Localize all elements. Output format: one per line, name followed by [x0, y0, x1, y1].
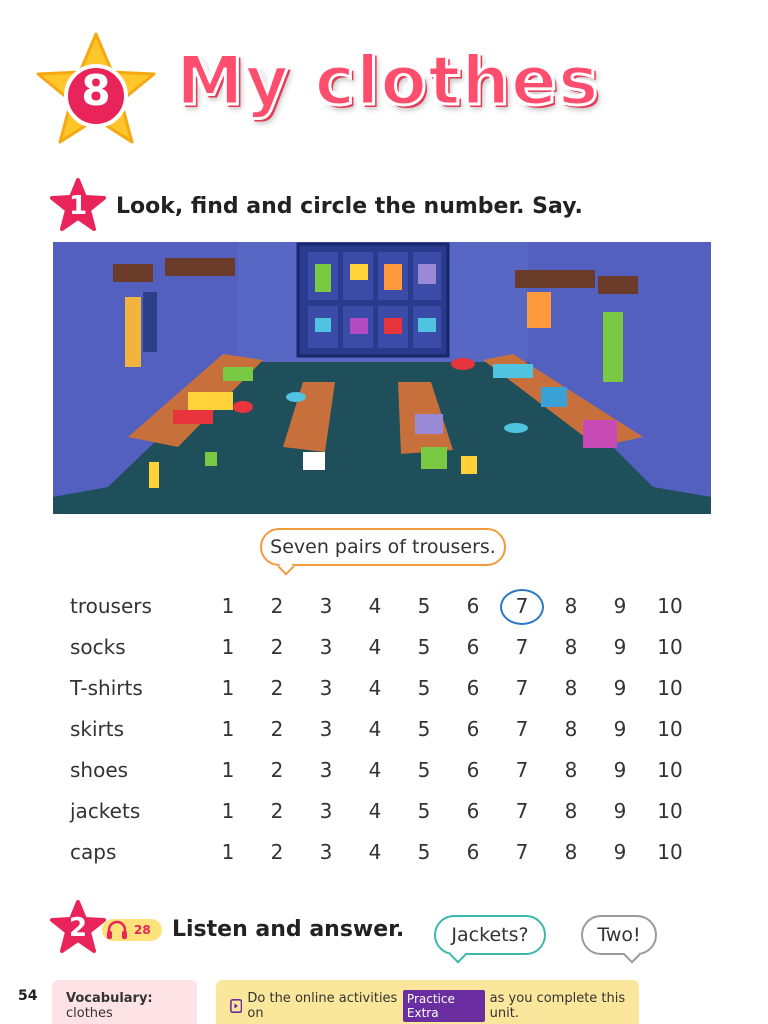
number-option[interactable]: 2 [270, 758, 284, 782]
answer-bubble-text: Two! [597, 924, 641, 946]
number-option[interactable]: 8 [564, 717, 578, 741]
answer-bubble [581, 915, 657, 955]
number-option[interactable]: 3 [319, 758, 333, 782]
number-option[interactable]: 10 [657, 594, 683, 618]
activity-2-instruction: Listen and answer. [172, 917, 405, 942]
table-row [70, 588, 710, 629]
number-option[interactable]: 5 [417, 799, 431, 823]
number-option[interactable]: 5 [417, 594, 431, 618]
number-option[interactable]: 4 [368, 840, 382, 864]
activity-1-instruction: Look, find and circle the number. Say. [116, 194, 583, 219]
number-option[interactable]: 9 [613, 840, 627, 864]
number-option[interactable]: 7 [515, 840, 529, 864]
headphones-icon [106, 920, 128, 940]
number-option[interactable]: 10 [657, 717, 683, 741]
number-option[interactable]: 9 [613, 717, 627, 741]
number-option[interactable]: 1 [221, 840, 235, 864]
vocabulary-label: Vocabulary: [66, 991, 153, 1006]
example-speech-bubble [260, 528, 506, 566]
number-option[interactable]: 4 [368, 594, 382, 618]
clothing-word: shoes [70, 758, 129, 782]
number-option[interactable]: 2 [270, 594, 284, 618]
example-bubble-text: Seven pairs of trousers. [270, 536, 496, 558]
number-option[interactable]: 4 [368, 799, 382, 823]
number-option[interactable]: 9 [613, 676, 627, 700]
vocabulary-value: clothes [66, 1006, 113, 1021]
number-option[interactable]: 8 [564, 799, 578, 823]
activity-1-badge [50, 178, 106, 234]
page-number: 54 [18, 988, 38, 1004]
number-option[interactable]: 10 [657, 799, 683, 823]
number-option[interactable]: 4 [368, 758, 382, 782]
clothing-word: trousers [70, 594, 152, 618]
number-option[interactable]: 8 [564, 676, 578, 700]
number-option[interactable]: 2 [270, 717, 284, 741]
table-row [70, 670, 710, 711]
number-option[interactable]: 6 [466, 676, 480, 700]
number-option[interactable]: 4 [368, 717, 382, 741]
number-option[interactable]: 6 [466, 840, 480, 864]
clothing-word: socks [70, 635, 126, 659]
number-option[interactable]: 2 [270, 635, 284, 659]
clothing-word: caps [70, 840, 117, 864]
number-option[interactable]: 1 [221, 758, 235, 782]
number-option[interactable]: 9 [613, 635, 627, 659]
activity-2-number: 2 [68, 913, 88, 943]
activity-2-badge [50, 900, 106, 956]
table-row [70, 752, 710, 793]
online-suffix: as you complete this unit. [489, 991, 626, 1021]
number-option[interactable]: 3 [319, 676, 333, 700]
clothing-word: jackets [70, 799, 141, 823]
counting-table [70, 588, 710, 875]
changing-room-illustration [53, 242, 711, 514]
number-option[interactable]: 1 [221, 717, 235, 741]
number-option[interactable]: 9 [613, 758, 627, 782]
vocabulary-box [52, 980, 197, 1024]
question-bubble-text: Jackets? [451, 924, 529, 946]
number-option[interactable]: 5 [417, 676, 431, 700]
number-option[interactable]: 3 [319, 635, 333, 659]
number-option[interactable]: 9 [613, 799, 627, 823]
answer-circle [500, 589, 544, 625]
audio-track-number: 28 [134, 923, 151, 937]
number-option[interactable]: 6 [466, 758, 480, 782]
question-bubble [434, 915, 546, 955]
number-option[interactable]: 7 [515, 799, 529, 823]
number-option[interactable]: 4 [368, 635, 382, 659]
number-option[interactable]: 1 [221, 799, 235, 823]
number-option[interactable]: 8 [564, 840, 578, 864]
number-option[interactable]: 5 [417, 635, 431, 659]
online-prefix: Do the online activities on [247, 991, 398, 1021]
number-option[interactable]: 6 [466, 635, 480, 659]
page-title: My clothes [176, 42, 600, 121]
number-option[interactable]: 10 [657, 635, 683, 659]
table-row [70, 834, 710, 875]
number-option[interactable]: 8 [564, 635, 578, 659]
number-option[interactable]: 1 [221, 635, 235, 659]
number-option[interactable]: 10 [657, 758, 683, 782]
clothing-word: skirts [70, 717, 125, 741]
number-option[interactable]: 6 [466, 799, 480, 823]
number-option[interactable]: 7 [515, 594, 529, 618]
activity-1-number: 1 [68, 191, 88, 221]
number-option[interactable]: 2 [270, 840, 284, 864]
number-option[interactable]: 1 [221, 594, 235, 618]
clothing-word: T-shirts [70, 676, 143, 700]
number-option[interactable]: 4 [368, 676, 382, 700]
online-activities-box [216, 980, 639, 1024]
number-option[interactable]: 6 [466, 594, 480, 618]
unit-number: 8 [81, 66, 111, 115]
number-option[interactable]: 5 [417, 758, 431, 782]
device-icon [230, 998, 242, 1014]
number-option[interactable]: 6 [466, 717, 480, 741]
audio-track-badge[interactable] [102, 919, 162, 941]
practice-extra-link[interactable]: Practice Extra [403, 990, 485, 1022]
number-option[interactable]: 3 [319, 717, 333, 741]
number-option[interactable]: 2 [270, 799, 284, 823]
number-option[interactable]: 7 [515, 717, 529, 741]
number-option[interactable]: 5 [417, 840, 431, 864]
table-row [70, 629, 710, 670]
number-option[interactable]: 5 [417, 717, 431, 741]
table-row [70, 793, 710, 834]
table-row [70, 711, 710, 752]
number-option[interactable]: 1 [221, 676, 235, 700]
number-option[interactable]: 10 [657, 840, 683, 864]
number-option[interactable]: 9 [613, 594, 627, 618]
number-option[interactable]: 7 [515, 758, 529, 782]
number-option[interactable]: 2 [270, 676, 284, 700]
number-option[interactable]: 10 [657, 676, 683, 700]
number-option[interactable]: 7 [515, 676, 529, 700]
number-option[interactable]: 3 [319, 840, 333, 864]
number-option[interactable]: 3 [319, 594, 333, 618]
number-option[interactable]: 3 [319, 799, 333, 823]
number-option[interactable]: 7 [515, 635, 529, 659]
number-option[interactable]: 8 [564, 594, 578, 618]
number-option[interactable]: 8 [564, 758, 578, 782]
